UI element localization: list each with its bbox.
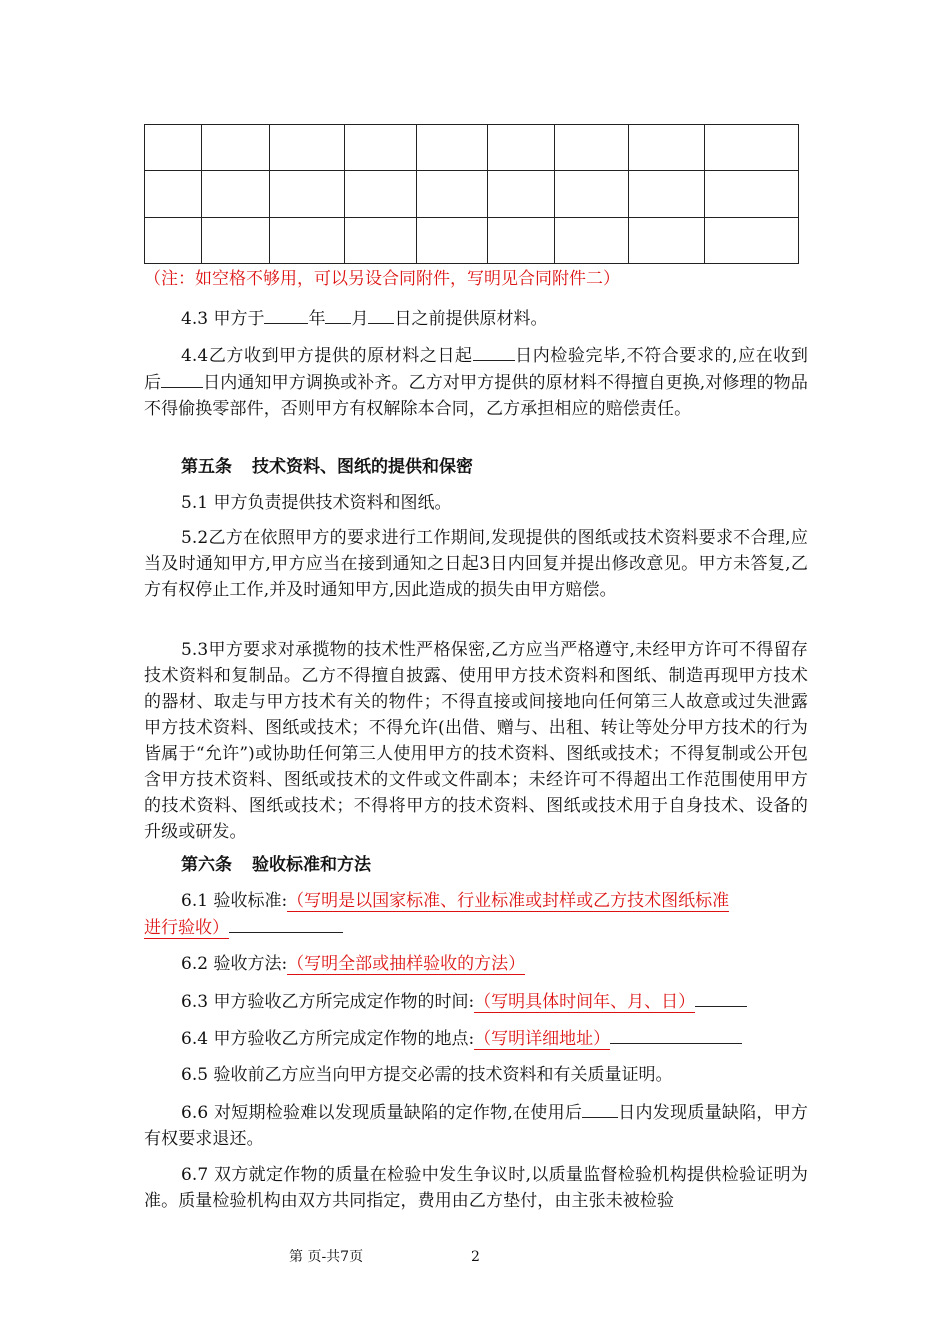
table-cell[interactable] bbox=[555, 217, 629, 263]
clause-6-5: 6.5 验收前乙方应当向甲方提交必需的技术资料和有关质量证明。 bbox=[181, 1065, 673, 1085]
clause-4-3: 4.3 甲方于 年 月 日之前提供原材料。 bbox=[181, 305, 547, 332]
table-cell[interactable] bbox=[629, 171, 705, 217]
table-cell[interactable] bbox=[555, 125, 629, 171]
table-cell[interactable] bbox=[202, 171, 270, 217]
table-cell[interactable] bbox=[705, 171, 799, 217]
table-cell[interactable] bbox=[629, 217, 705, 263]
table-cell[interactable] bbox=[145, 125, 202, 171]
clause-5-2: 5.2乙方在依照甲方的要求进行工作期间,发现提供的图纸或技术资料要求不合理,应当及时通知甲方,甲方应当在接到通知之日起3日内回复并提出修改意见。甲方未答复,乙方有权停止工作,并及时通知甲方,因此造成的损失由甲方赔偿。 bbox=[144, 528, 808, 600]
table-cell[interactable] bbox=[270, 171, 345, 217]
hint-location: （写明详细地址） bbox=[474, 1029, 611, 1049]
table-cell[interactable] bbox=[345, 125, 417, 171]
table-cell[interactable] bbox=[629, 125, 705, 171]
clause-6-6: 6.6 对短期检验难以发现质量缺陷的定作物,在使用后 日内发现质量缺陷，甲方有权要求退还。 bbox=[144, 1099, 808, 1152]
table-row bbox=[145, 217, 799, 263]
table-cell[interactable] bbox=[145, 217, 202, 263]
table-row bbox=[145, 125, 799, 171]
table-cell[interactable] bbox=[417, 125, 488, 171]
table-cell[interactable] bbox=[202, 125, 270, 171]
clause-6-4: 6.4 甲方验收乙方所完成定作物的地点:（写明详细地址） bbox=[181, 1025, 742, 1052]
table-note: （注：如空格不够用，可以另设合同附件，写明见合同附件二） bbox=[144, 269, 620, 289]
table-cell[interactable] bbox=[705, 125, 799, 171]
table-cell[interactable] bbox=[345, 217, 417, 263]
table-cell[interactable] bbox=[270, 217, 345, 263]
table-cell[interactable] bbox=[488, 217, 555, 263]
table-cell[interactable] bbox=[270, 125, 345, 171]
article-6-heading: 第六条 验收标准和方法 bbox=[181, 855, 371, 875]
clause-4-4: 4.4乙方收到甲方提供的原材料之日起 日内检验完毕,不符合要求的,应在收到后 日内通知甲方调换或补齐。乙方对甲方提供的原材料不得擅自更换,对修理的物品不得偷换零部件，否则甲方有权解除本合同，乙方承担相应的赔偿责任。 bbox=[144, 342, 808, 422]
article-5-heading: 第五条 技术资料、图纸的提供和保密 bbox=[181, 457, 473, 477]
table-cell[interactable] bbox=[417, 171, 488, 217]
table-cell[interactable] bbox=[417, 217, 488, 263]
table-row bbox=[145, 171, 799, 217]
clause-5-1: 5.1 甲方负责提供技术资料和图纸。 bbox=[181, 493, 452, 513]
hint-time: （写明具体时间年、月、日） bbox=[474, 992, 696, 1012]
table-cell[interactable] bbox=[345, 171, 417, 217]
clause-6-3: 6.3 甲方验收乙方所完成定作物的时间:（写明具体时间年、月、日） bbox=[181, 988, 747, 1015]
clause-6-2: 6.2 验收方法:（写明全部或抽样验收的方法） bbox=[181, 954, 526, 974]
footer-page-info: 第 页-共7页 bbox=[289, 1249, 364, 1265]
table-cell[interactable] bbox=[488, 125, 555, 171]
hint-standard: （写明是以国家标准、行业标准或封样或乙方技术图纸标准 bbox=[287, 891, 730, 911]
table-cell[interactable] bbox=[705, 217, 799, 263]
table-cell[interactable] bbox=[555, 171, 629, 217]
footer-page-number: 2 bbox=[471, 1249, 480, 1265]
table-cell[interactable] bbox=[202, 217, 270, 263]
clause-6-7: 6.7 双方就定作物的质量在检验中发生争议时,以质量监督检验机构提供检验证明为准。质量检验机构由双方共同指定，费用由乙方垫付，由主张未被检验 bbox=[144, 1165, 808, 1211]
blank-table bbox=[144, 124, 799, 264]
clause-5-3: 5.3甲方要求对承揽物的技术性严格保密,乙方应当严格遵守,未经甲方许可不得留存技术资料和复制品。乙方不得擅自披露、使用甲方技术资料和图纸、制造再现甲方技术的器材、取走与甲方技术有关的物件；不得直接或间接地向任何第三人故意或过失泄露甲方技术资料、图纸或技术；不得允许(出借、赠与、出租、转让等处分甲方技术的行为皆属于“允许”)或协助任何第三人使用甲方的技术资料、图纸或技术；不得复制或公开包含甲方技术资料、图纸或技术的文件或文件副本；未经许可不得超出工作范围使用甲方的技术资料、图纸或技术；不得将甲方的技术资料、图纸或技术用于自身技术、设备的升级或研发。 bbox=[144, 640, 808, 842]
hint-method: （写明全部或抽样验收的方法） bbox=[287, 954, 526, 974]
clause-6-1: 6.1 验收标准:（写明是以国家标准、行业标准或封样或乙方技术图纸标准 bbox=[181, 891, 730, 911]
table-cell[interactable] bbox=[488, 171, 555, 217]
table-cell[interactable] bbox=[145, 171, 202, 217]
clause-6-1-cont: 进行验收） bbox=[144, 914, 343, 941]
